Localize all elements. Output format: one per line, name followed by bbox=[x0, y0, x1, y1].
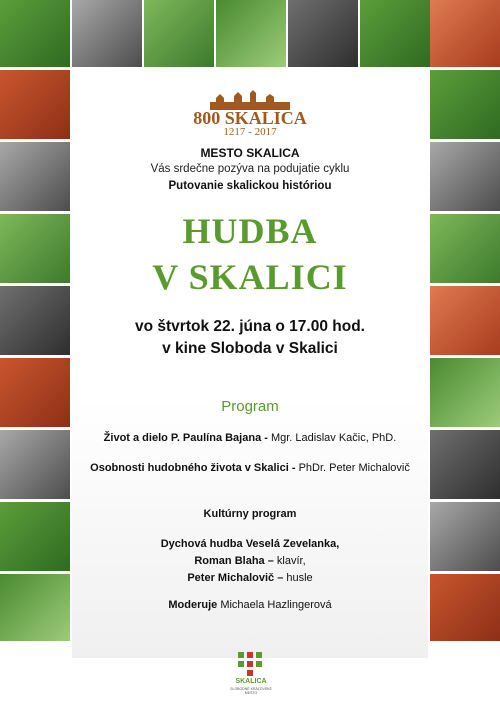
performer-name: Peter Michalovič – bbox=[187, 572, 287, 584]
program-item bbox=[72, 462, 428, 474]
photo-tile-building bbox=[360, 0, 430, 68]
program-topic: Osobnosti hudobného života v Skalici - bbox=[90, 462, 299, 474]
anniversary-logo bbox=[190, 90, 310, 138]
photo-tile-old-woman bbox=[0, 286, 70, 356]
moderator bbox=[72, 599, 428, 611]
performer bbox=[72, 572, 428, 584]
event-place: v kine Sloboda v Skalici bbox=[162, 340, 338, 357]
photo-tile-flowers bbox=[430, 358, 500, 428]
cultural-program-heading: Kultúrny program bbox=[203, 508, 297, 520]
program-item bbox=[72, 432, 428, 444]
photo-tile-portrait-man bbox=[72, 0, 142, 68]
cross-grid-icon bbox=[238, 652, 262, 676]
photo-tile-wine-food bbox=[0, 70, 70, 140]
photo-tile-folk-dancers bbox=[0, 142, 70, 212]
performer-name: Dychová hudba Veselá Zevelanka, bbox=[160, 538, 340, 550]
photo-tile-portrait-violin bbox=[288, 0, 358, 68]
photo-tile-chapel bbox=[430, 574, 500, 642]
performer-role: klavír, bbox=[276, 555, 306, 567]
organizer: MESTO SKALICA bbox=[200, 146, 300, 160]
photo-tile-rotunda bbox=[430, 142, 500, 212]
event-date: vo štvrtok 22. júna o 17.00 hod. bbox=[135, 318, 365, 335]
photo-tile-landscape bbox=[0, 0, 70, 68]
performer-name: Roman Blaha – bbox=[194, 555, 277, 567]
photo-tile-statue bbox=[430, 502, 500, 572]
photo-tile-street bbox=[216, 0, 286, 68]
moderator-label: Moderuje bbox=[168, 599, 221, 611]
program-topic: Život a dielo P. Paulína Bajana - bbox=[103, 432, 271, 444]
program-speaker: Mgr. Ladislav Kačic, PhD. bbox=[270, 432, 397, 444]
photo-tile-house bbox=[430, 0, 500, 68]
brand-subtitle: SLOBODNÉ KRÁĽOVSKÉ MESTO bbox=[230, 687, 272, 695]
photo-tile-wine-bottles bbox=[0, 358, 70, 428]
photo-tile-townhouse bbox=[0, 214, 70, 284]
event-title-line2: V SKALICI bbox=[152, 257, 348, 297]
photo-tile-trees bbox=[430, 70, 500, 140]
logo-years: 1217 - 2017 bbox=[223, 126, 277, 138]
program-heading: Program bbox=[221, 398, 279, 415]
cycle-name: Putovanie skalickou históriou bbox=[168, 180, 332, 192]
brand-name: SKALICA bbox=[235, 678, 267, 685]
skyline-icon bbox=[190, 90, 310, 110]
photo-tile-church bbox=[0, 502, 70, 572]
performer bbox=[72, 538, 428, 550]
photo-tile-vineyard bbox=[0, 574, 70, 642]
logo-title: 800 SKALICA bbox=[193, 108, 307, 128]
photo-tile-factory bbox=[0, 430, 70, 500]
skalica-brand-logo bbox=[226, 652, 276, 698]
photo-tile-mural bbox=[144, 0, 214, 68]
photo-tile-old-books bbox=[430, 286, 500, 356]
event-title-line1: HUDBA bbox=[182, 211, 318, 251]
invitation-content bbox=[72, 68, 428, 658]
invitation-text: Vás srdečne pozýva na podujatie cyklu bbox=[150, 163, 350, 175]
performer bbox=[72, 555, 428, 567]
moderator-name: Michaela Hazlingerová bbox=[220, 599, 332, 611]
program-speaker: PhDr. Peter Michalovič bbox=[298, 462, 410, 474]
performer-role: husle bbox=[286, 572, 313, 584]
photo-tile-cathedral bbox=[430, 214, 500, 284]
photo-tile-musicians bbox=[430, 430, 500, 500]
